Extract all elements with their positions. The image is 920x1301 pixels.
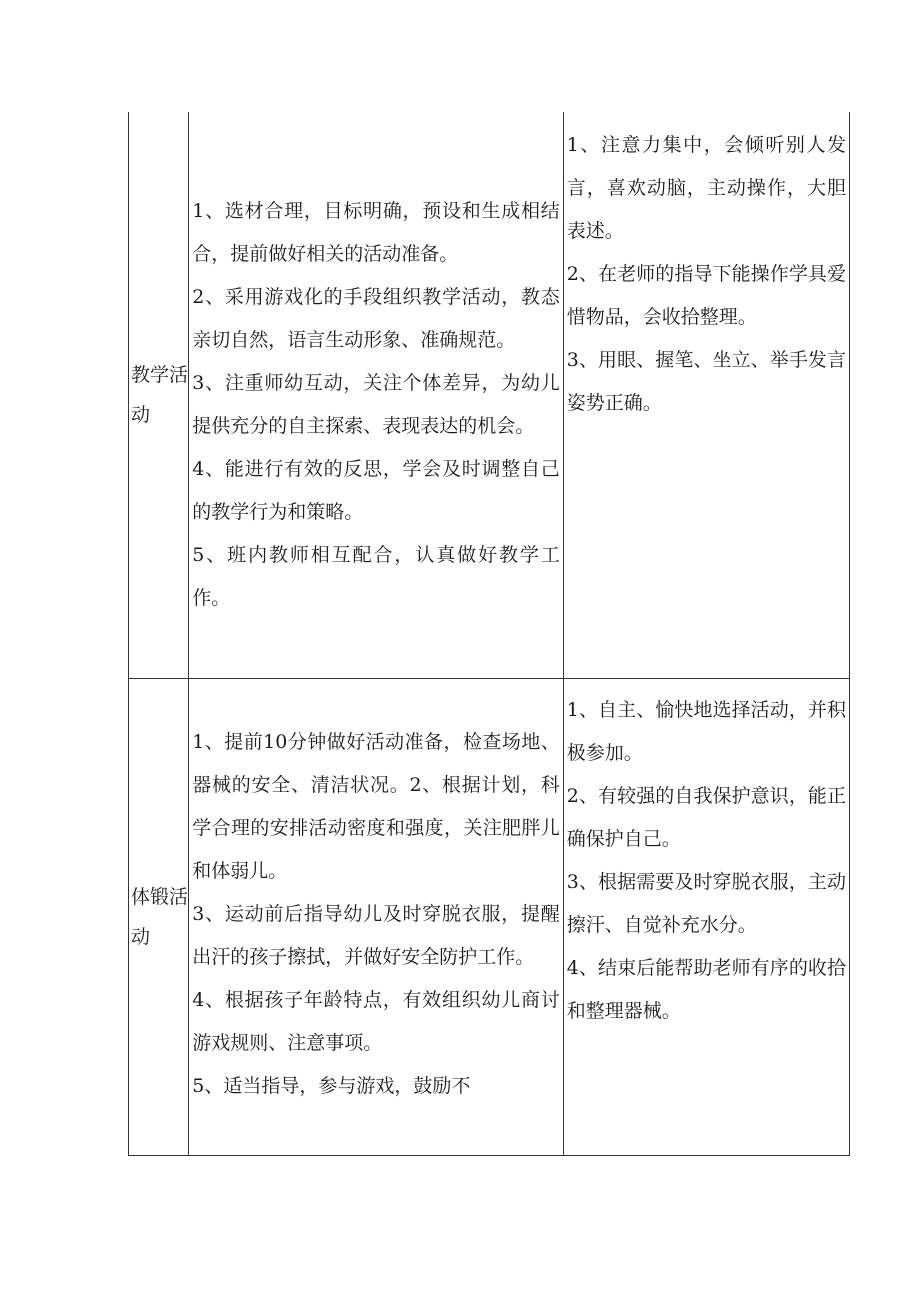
table-row (129, 112, 850, 679)
list-item: 1、选材合理，目标明确，预设和生成相结合，提前做好相关的活动准备。 (192, 200, 560, 265)
list-item: 4、结束后能帮助老师有序的收拾和整理器械。 (566, 957, 846, 1022)
list-item: 1、提前10分钟做好活动准备，检查场地、器械的安全、清洁状况。2、根据计划，科学合理的安排活动密度和强度，关注肥胖儿和体弱儿。 (192, 731, 560, 882)
list-item: 4、根据孩子年龄特点，有效组织幼儿商讨游戏规则、注意事项。 (192, 989, 560, 1054)
list-item: 1、自主、愉快地选择活动，并积极参加。 (566, 699, 846, 764)
child-requirements-cell (563, 112, 849, 679)
category-label: 体锻活动 (131, 886, 189, 948)
list-item: 5、适当指导，参与游戏，鼓励不 (192, 1075, 471, 1097)
category-cell (129, 112, 189, 679)
teacher-requirements-cell (189, 679, 564, 1156)
list-item: 3、根据需要及时穿脱衣服，主动擦汗、自觉补充水分。 (566, 871, 846, 936)
list-item: 3、注重师幼互动，关注个体差异，为幼儿提供充分的自主探索、表现表达的机会。 (192, 372, 560, 437)
list-item: 2、有较强的自我保护意识，能正确保护自己。 (566, 785, 846, 850)
list-item: 1、注意力集中，会倾听别人发言，喜欢动脑，主动操作，大胆表述。 (566, 134, 846, 242)
category-cell (129, 679, 189, 1156)
teacher-requirements-cell (189, 112, 564, 679)
list-item: 5、班内教师相互配合，认真做好教学工作。 (192, 544, 560, 609)
list-item: 3、用眼、握笔、坐立、举手发言姿势正确。 (566, 349, 846, 414)
list-item: 2、采用游戏化的手段组织教学活动，教态亲切自然，语言生动形象、准确规范。 (192, 286, 560, 351)
list-item: 3、运动前后指导幼儿及时穿脱衣服，提醒出汗的孩子擦拭，并做好安全防护工作。 (192, 903, 560, 968)
child-requirements-cell (563, 679, 849, 1156)
list-item: 4、能进行有效的反思，学会及时调整自己的教学行为和策略。 (192, 458, 560, 523)
category-label: 教学活动 (131, 364, 189, 426)
list-item: 2、在老师的指导下能操作学具爱惜物品，会收拾整理。 (566, 263, 846, 328)
table-row (129, 679, 850, 1156)
activity-standards-table (128, 112, 850, 1156)
